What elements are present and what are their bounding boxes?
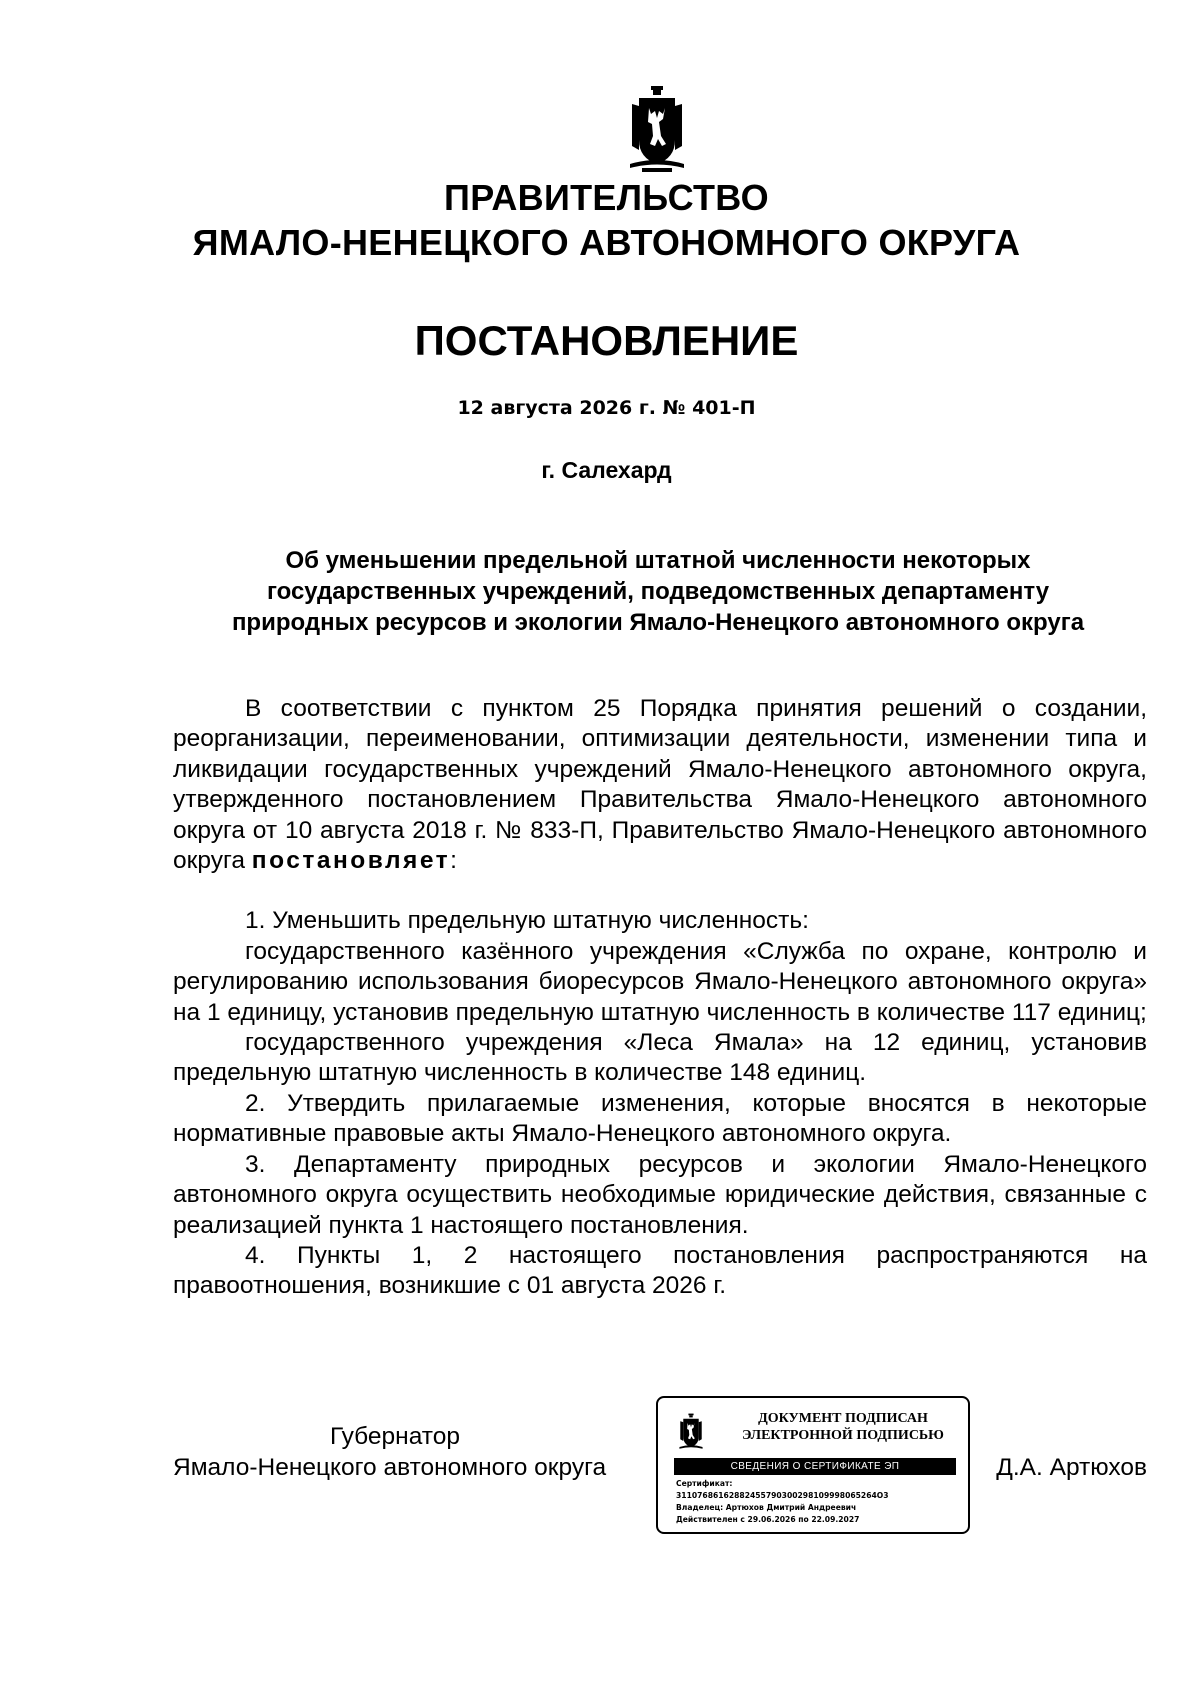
stamp-coat-of-arms-icon <box>676 1410 706 1454</box>
electronic-signature-stamp <box>656 1396 970 1534</box>
signatory-organization: Ямало-Ненецкого автономного округа <box>173 1454 607 1481</box>
certificate-number: 31107686162882455790300298109998065264O3 <box>676 1491 889 1500</box>
stamp-heading-2: ЭЛЕКТРОННОЙ ПОДПИСЬЮ <box>742 1428 944 1443</box>
title-line: государственных учреждений, подведомственных департаменту <box>266 578 1050 605</box>
city: г. Салехард <box>541 457 672 483</box>
certificate-owner: Владелец: Артюхов Дмитрий Андреевич <box>676 1503 857 1512</box>
signatory-title: Губернатор <box>330 1423 460 1450</box>
date-and-number: 12 августа 2026 г. № 401-П <box>457 397 756 419</box>
item-4: 4. Пункты 1, 2 настоящего постановления распространяются на правоотношения, возникшие с 01 августа 2026 г. <box>173 1241 1147 1300</box>
preamble-paragraph <box>173 694 1147 876</box>
item-1-subitem-2: государственного учреждения «Леса Ямала» на 12 единиц, установив предельную штатную численность в количестве 148 единиц. <box>173 1029 1147 1087</box>
signatory-name: Д.А. Артюхов <box>996 1454 1147 1481</box>
coat-of-arms-icon <box>622 84 692 174</box>
signatory-role <box>173 1421 643 1483</box>
document-title <box>180 545 1136 638</box>
certificate-validity: Действителен с 29.06.2026 по 22.09.2027 <box>676 1515 860 1524</box>
certificate-label: Сертификат: <box>676 1479 733 1488</box>
item-2: 2. Утвердить прилагаемые изменения, которые вносятся в некоторые нормативные правовые акты Ямало-Ненецкого автономного округа. <box>173 1089 1147 1148</box>
stamp-certificate-bar: СВЕДЕНИЯ О СЕРТИФИКАТЕ ЭП <box>674 1458 956 1475</box>
stamp-certificate-details <box>676 1478 966 1526</box>
document-body <box>173 694 1147 1302</box>
preamble-end: : <box>450 847 457 875</box>
preamble-keyword: постановляет <box>251 847 451 875</box>
stamp-heading-1: ДОКУМЕНТ ПОДПИСАН <box>758 1411 928 1426</box>
government-name-line1: ПРАВИТЕЛЬСТВО <box>444 177 769 218</box>
document-type: ПОСТАНОВЛЕНИЕ <box>414 317 799 364</box>
preamble-text: В соответствии с пунктом 25 Порядка принятия решений о создании, реорганизации, переименовании, оптимизации деятельности, изменении типа и ликвидации государственных учреждений Ямало-Ненецкого автономного округа, утвержденного постановлением Правительства Ямало-Ненецкого автономного округа от 10 августа 2018 г. № 833-П, Правительство Ямало-Ненецкого автономного округа <box>173 695 1147 875</box>
item-1-subitem-1: государственного казённого учреждения «Служба по охране, контролю и регулированию использования биоресурсов Ямало-Ненецкого автономного округа» на 1 единицу, установив предельную штатную численность в количестве 117 единиц; <box>173 937 1147 1026</box>
item-3: 3. Департаменту природных ресурсов и экологии Ямало-Ненецкого автономного округа осуществить необходимые юридические действия, связанные с реализацией пункта 1 настоящего постановления. <box>173 1150 1147 1239</box>
title-line: природных ресурсов и экологии Ямало-Ненецкого автономного округа <box>231 609 1085 636</box>
title-line: Об уменьшении предельной штатной численности некоторых <box>285 547 1031 574</box>
government-name-line2: ЯМАЛО-НЕНЕЦКОГО АВТОНОМНОГО ОКРУГА <box>192 222 1021 263</box>
item-1: 1. Уменьшить предельную штатную численность: <box>245 907 809 935</box>
